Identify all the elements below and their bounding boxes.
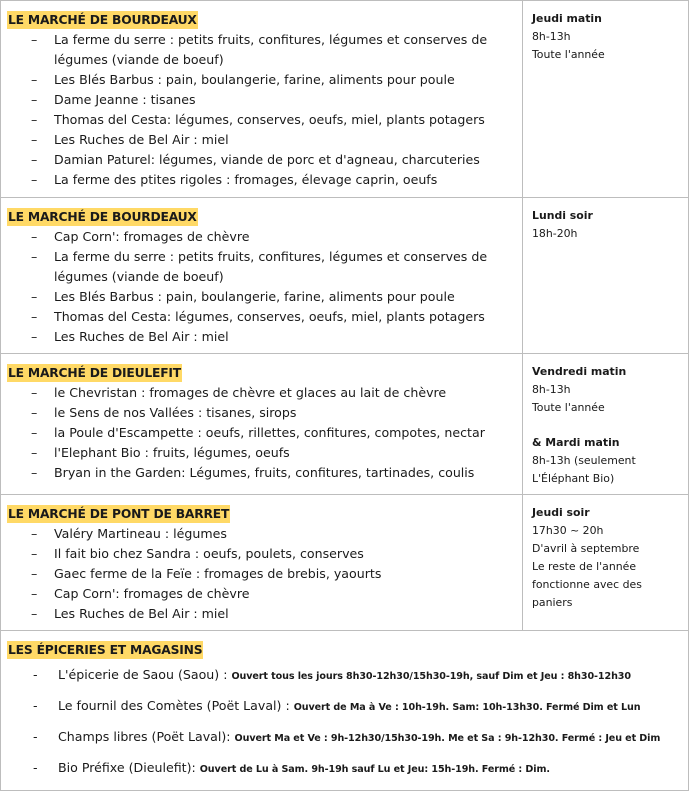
market-title: LE MARCHÉ DE BOURDEAUX <box>8 13 197 27</box>
schedule-spacer <box>532 417 680 434</box>
shop-name: L'épicerie de Saou (Saou) : <box>58 667 232 682</box>
shop-name: Bio Préfixe (Dieulefit): <box>58 760 200 775</box>
vendor-item: – Thomas del Cesta: légumes, conserves, oeufs, miel, plants potagers <box>7 307 516 327</box>
vendor-item: – le Chevristan : fromages de chèvre et glaces au lait de chèvre <box>7 383 516 403</box>
shop-hours: Ouvert tous les jours 8h30-12h30/15h30-19h, sauf Dim et Jeu : 8h30-12h30 <box>231 671 631 682</box>
shops-list <box>7 660 682 784</box>
vendor-item: – La ferme des ptites rigoles : fromages, élevage caprin, oeufs <box>7 170 516 190</box>
shops-section <box>1 631 689 791</box>
vendor-list <box>7 227 516 347</box>
shop-hours: Ouvert de Lu à Sam. 9h-19h sauf Lu et Jeu: 15h-19h. Fermé : Dim. <box>199 764 550 775</box>
shops-row <box>1 631 689 791</box>
vendor-item: – La ferme du serre : petits fruits, confitures, légumes et conserves de légumes (viande de boeuf) <box>7 247 516 287</box>
schedule-detail: Toute l'année <box>532 48 605 61</box>
vendor-item: – Les Ruches de Bel Air : miel <box>7 130 516 150</box>
schedule-day: Vendredi matin <box>532 365 627 378</box>
market-title: LE MARCHÉ DE PONT DE BARRET <box>8 507 230 521</box>
vendor-list <box>7 383 516 483</box>
vendor-item: – Cap Corn': fromages de chèvre <box>7 584 516 604</box>
market-title: LE MARCHÉ DE BOURDEAUX <box>8 210 197 224</box>
schedule-day: & Mardi matin <box>532 436 620 449</box>
schedule-day: Jeudi matin <box>532 12 602 25</box>
market-info-cell <box>1 1 523 198</box>
market-row <box>1 198 689 354</box>
schedule-detail: Le reste de l'année <box>532 560 637 573</box>
vendor-item: – Cap Corn': fromages de chèvre <box>7 227 516 247</box>
market-info-cell <box>1 198 523 354</box>
schedule-detail: Toute l'année <box>532 401 605 414</box>
vendor-item: – Les Ruches de Bel Air : miel <box>7 327 516 347</box>
markets-table-body <box>1 1 689 631</box>
vendor-item: – Les Blés Barbus : pain, boulangerie, farine, aliments pour poule <box>7 287 516 307</box>
market-row <box>1 354 689 495</box>
market-schedule-cell <box>523 354 689 495</box>
vendor-item: – Valéry Martineau : légumes <box>7 524 516 544</box>
schedule-detail: 8h-13h (seulement <box>532 454 636 467</box>
schedule-detail: fonctionne avec des <box>532 578 642 591</box>
shops-cell <box>1 631 689 791</box>
vendor-list <box>7 524 516 624</box>
market-schedule-cell <box>523 198 689 354</box>
market-info-cell <box>1 495 523 631</box>
schedule-detail: L'Éléphant Bio) <box>532 472 615 485</box>
vendor-item: – Thomas del Cesta: légumes, conserves, oeufs, miel, plants potagers <box>7 110 516 130</box>
shop-item <box>7 722 682 753</box>
shop-name: Le fournil des Comètes (Poët Laval) : <box>58 698 294 713</box>
market-schedule-cell <box>523 495 689 631</box>
vendor-item: – Il fait bio chez Sandra : oeufs, poulets, conserves <box>7 544 516 564</box>
vendor-item: – Gaec ferme de la Feïe : fromages de brebis, yaourts <box>7 564 516 584</box>
market-schedule-cell <box>523 1 689 198</box>
shop-item <box>7 691 682 722</box>
vendor-item: – La ferme du serre : petits fruits, confitures, légumes et conserves de légumes (viande de boeuf) <box>7 30 516 70</box>
market-info-cell <box>1 354 523 495</box>
vendor-item: – Les Ruches de Bel Air : miel <box>7 604 516 624</box>
schedule-detail: 18h-20h <box>532 227 578 240</box>
schedule-detail: 17h30 ~ 20h <box>532 524 604 537</box>
shop-item <box>7 753 682 784</box>
shop-name: Champs libres (Poët Laval): <box>58 729 235 744</box>
schedule-detail: paniers <box>532 596 573 609</box>
vendor-item: – Damian Paturel: légumes, viande de porc et d'agneau, charcuteries <box>7 150 516 170</box>
shop-hours: Ouvert de Ma à Ve : 10h-19h. Sam: 10h-13h30. Fermé Dim et Lun <box>293 702 641 713</box>
vendor-item: – l'Elephant Bio : fruits, légumes, oeufs <box>7 443 516 463</box>
market-title: LE MARCHÉ DE DIEULEFIT <box>8 366 181 380</box>
vendor-item: – Bryan in the Garden: Légumes, fruits, confitures, tartinades, coulis <box>7 463 516 483</box>
vendor-list <box>7 30 516 190</box>
market-row <box>1 1 689 198</box>
vendor-item: – le Sens de nos Vallées : tisanes, sirops <box>7 403 516 423</box>
schedule-detail: 8h-13h <box>532 383 571 396</box>
schedule-day: Jeudi soir <box>532 506 590 519</box>
shop-item <box>7 660 682 691</box>
market-row <box>1 495 689 631</box>
shops-title: LES ÉPICERIES ET MAGASINS <box>8 643 203 657</box>
schedule-day: Lundi soir <box>532 209 593 222</box>
vendor-item: – Les Blés Barbus : pain, boulangerie, farine, aliments pour poule <box>7 70 516 90</box>
shop-hours: Ouvert Ma et Ve : 9h-12h30/15h30-19h. Me et Sa : 9h-12h30. Fermé : Jeu et Dim <box>234 733 661 744</box>
vendor-item: – la Poule d'Escampette : oeufs, rillettes, confitures, compotes, nectar <box>7 423 516 443</box>
schedule-detail: D'avril à septembre <box>532 542 640 555</box>
schedule-detail: 8h-13h <box>532 30 571 43</box>
vendor-item: – Dame Jeanne : tisanes <box>7 90 516 110</box>
